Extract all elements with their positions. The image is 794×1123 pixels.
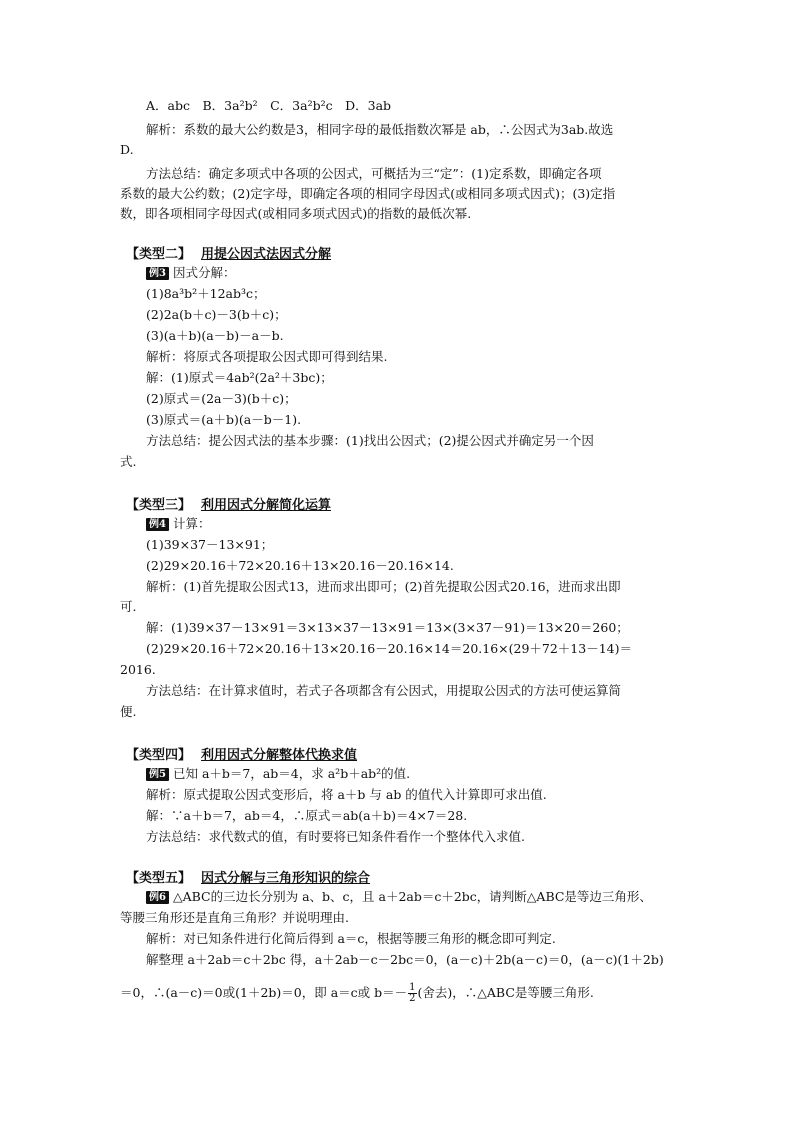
example-badge: 例4 (146, 518, 169, 531)
section-title: 用提公因式法因式分解 (201, 247, 332, 262)
question-line: (3)(a＋b)(a－b)－a－b. (146, 328, 284, 343)
analysis-line: 解析：系数的最大公约数是3，相同字母的最低指数次幂是 ab，∴公因式为3ab.故选 (146, 122, 614, 137)
example-line (146, 516, 210, 532)
example-line (146, 265, 235, 281)
analysis-line: 解析：对已知条件进行化简后得到 a＝c，根据等腰三角形的概念即可判定. (146, 931, 556, 946)
question-line: (1)39×37－13×91； (146, 537, 274, 552)
example-badge: 例5 (146, 768, 169, 781)
fraction-numerator: 1 (409, 982, 416, 993)
question-line: (1)8a³b²＋12ab³c； (146, 286, 266, 301)
solution-line: (3)原式＝(a＋b)(a－b－1). (146, 412, 302, 427)
example-line (146, 766, 410, 782)
example-text: 因式分解： (172, 265, 236, 280)
example-text: 计算： (172, 516, 211, 531)
analysis-line: D. (120, 142, 134, 157)
method-summary-line: 方法总结：求代数式的值，有时要将已知条件看作一个整体代入求值. (146, 829, 525, 844)
section-heading-type3 (126, 494, 331, 513)
method-summary-line: 系数的最大公约数；(2)定字母，即确定各项的相同字母因式(或相同多项式因式)；(3)定指 (120, 186, 616, 201)
analysis-line: 解析：将原式各项提取公因式即可得到结果. (146, 349, 388, 364)
answer-options: A．abc B．3a²b² C．3a²b²c D．3ab (146, 98, 392, 113)
example-badge: 例6 (146, 891, 169, 904)
method-summary-line: 方法总结：确定多项式中各项的公因式，可概括为三“定”：(1)定系数，即确定各项 (146, 166, 602, 181)
solution-text: (舍去)，∴△ABC是等腰三角形. (417, 985, 594, 1000)
solution-line: 解整理 a＋2ab＝c＋2bc 得，a＋2ab－c－2bc＝0，(a－c)＋2b(a－c)＝0，(a－c)(1＋2b) (146, 952, 664, 967)
solution-line: 解：(1)原式＝4ab²(2a²＋3bc)； (146, 370, 333, 385)
analysis-line: 解析：原式提取公因式变形后，将 a＋b 与 ab 的值代入计算即可求出值. (146, 787, 547, 802)
solution-line (120, 983, 594, 1004)
analysis-line: 解析：(1)首先提取公因式13，进而求出即可；(2)首先提取公因式20.16，进而求出即 (146, 579, 621, 594)
solution-line: 2016. (120, 662, 156, 677)
fraction-denominator: 2 (409, 993, 416, 1004)
section-heading-type2 (126, 243, 331, 262)
example-line (146, 889, 652, 905)
example-text: △ABC的三边长分别为 a、b、c，且 a＋2ab＝c＋2bc，请判断△ABC是等边三角形、 (172, 889, 652, 904)
solution-line: (2)原式＝(2a－3)(b＋c)； (146, 391, 297, 406)
example-text: 已知 a＋b＝7，ab＝4，求 a²b＋ab²的值. (172, 766, 411, 781)
question-line: (2)29×20.16＋72×20.16＋13×20.16－20.16×14. (146, 558, 454, 573)
method-summary-line: 便. (120, 704, 137, 719)
solution-line: 解：∵a＋b＝7，ab＝4，∴原式＝ab(a＋b)＝4×7＝28. (146, 808, 468, 823)
section-title: 利用因式分解整体代换求值 (201, 748, 358, 763)
section-title: 因式分解与三角形知识的综合 (201, 871, 371, 886)
section-label: 【类型二】 (126, 247, 192, 262)
section-heading-type5 (126, 867, 370, 886)
solution-line: 解：(1)39×37－13×91＝3×13×37－13×91＝13×(3×37－91)＝13×20＝260； (146, 620, 629, 635)
section-label: 【类型三】 (126, 498, 192, 513)
question-line: (2)2a(b＋c)－3(b＋c)； (146, 307, 287, 322)
fraction (408, 983, 416, 1004)
section-title: 利用因式分解简化运算 (201, 498, 332, 513)
solution-line: (2)29×20.16＋72×20.16＋13×20.16－20.16×14＝20.16×(29＋72＋13－14)＝ (146, 641, 632, 656)
section-label: 【类型四】 (126, 748, 192, 763)
example-line: 等腰三角形还是直角三角形？并说明理由. (120, 910, 349, 925)
method-summary-line: 方法总结：提公因式法的基本步骤：(1)找出公因式；(2)提公因式并确定另一个因 (146, 433, 594, 448)
method-summary-line: 方法总结：在计算求值时，若式子各项都含有公因式，用提取公因式的方法可使运算简 (146, 683, 622, 698)
method-summary-line: 式. (120, 454, 137, 469)
solution-text: ＝0，∴(a－c)＝0或(1＋2b)＝0，即 a＝c或 b＝－ (120, 985, 408, 1000)
method-summary-line: 数，即各项相同字母因式(或相同多项式因式)的指数的最低次幂. (120, 206, 472, 221)
section-heading-type4 (126, 744, 357, 763)
section-label: 【类型五】 (126, 871, 192, 886)
analysis-line: 可. (120, 599, 137, 614)
example-badge: 例3 (146, 267, 169, 280)
